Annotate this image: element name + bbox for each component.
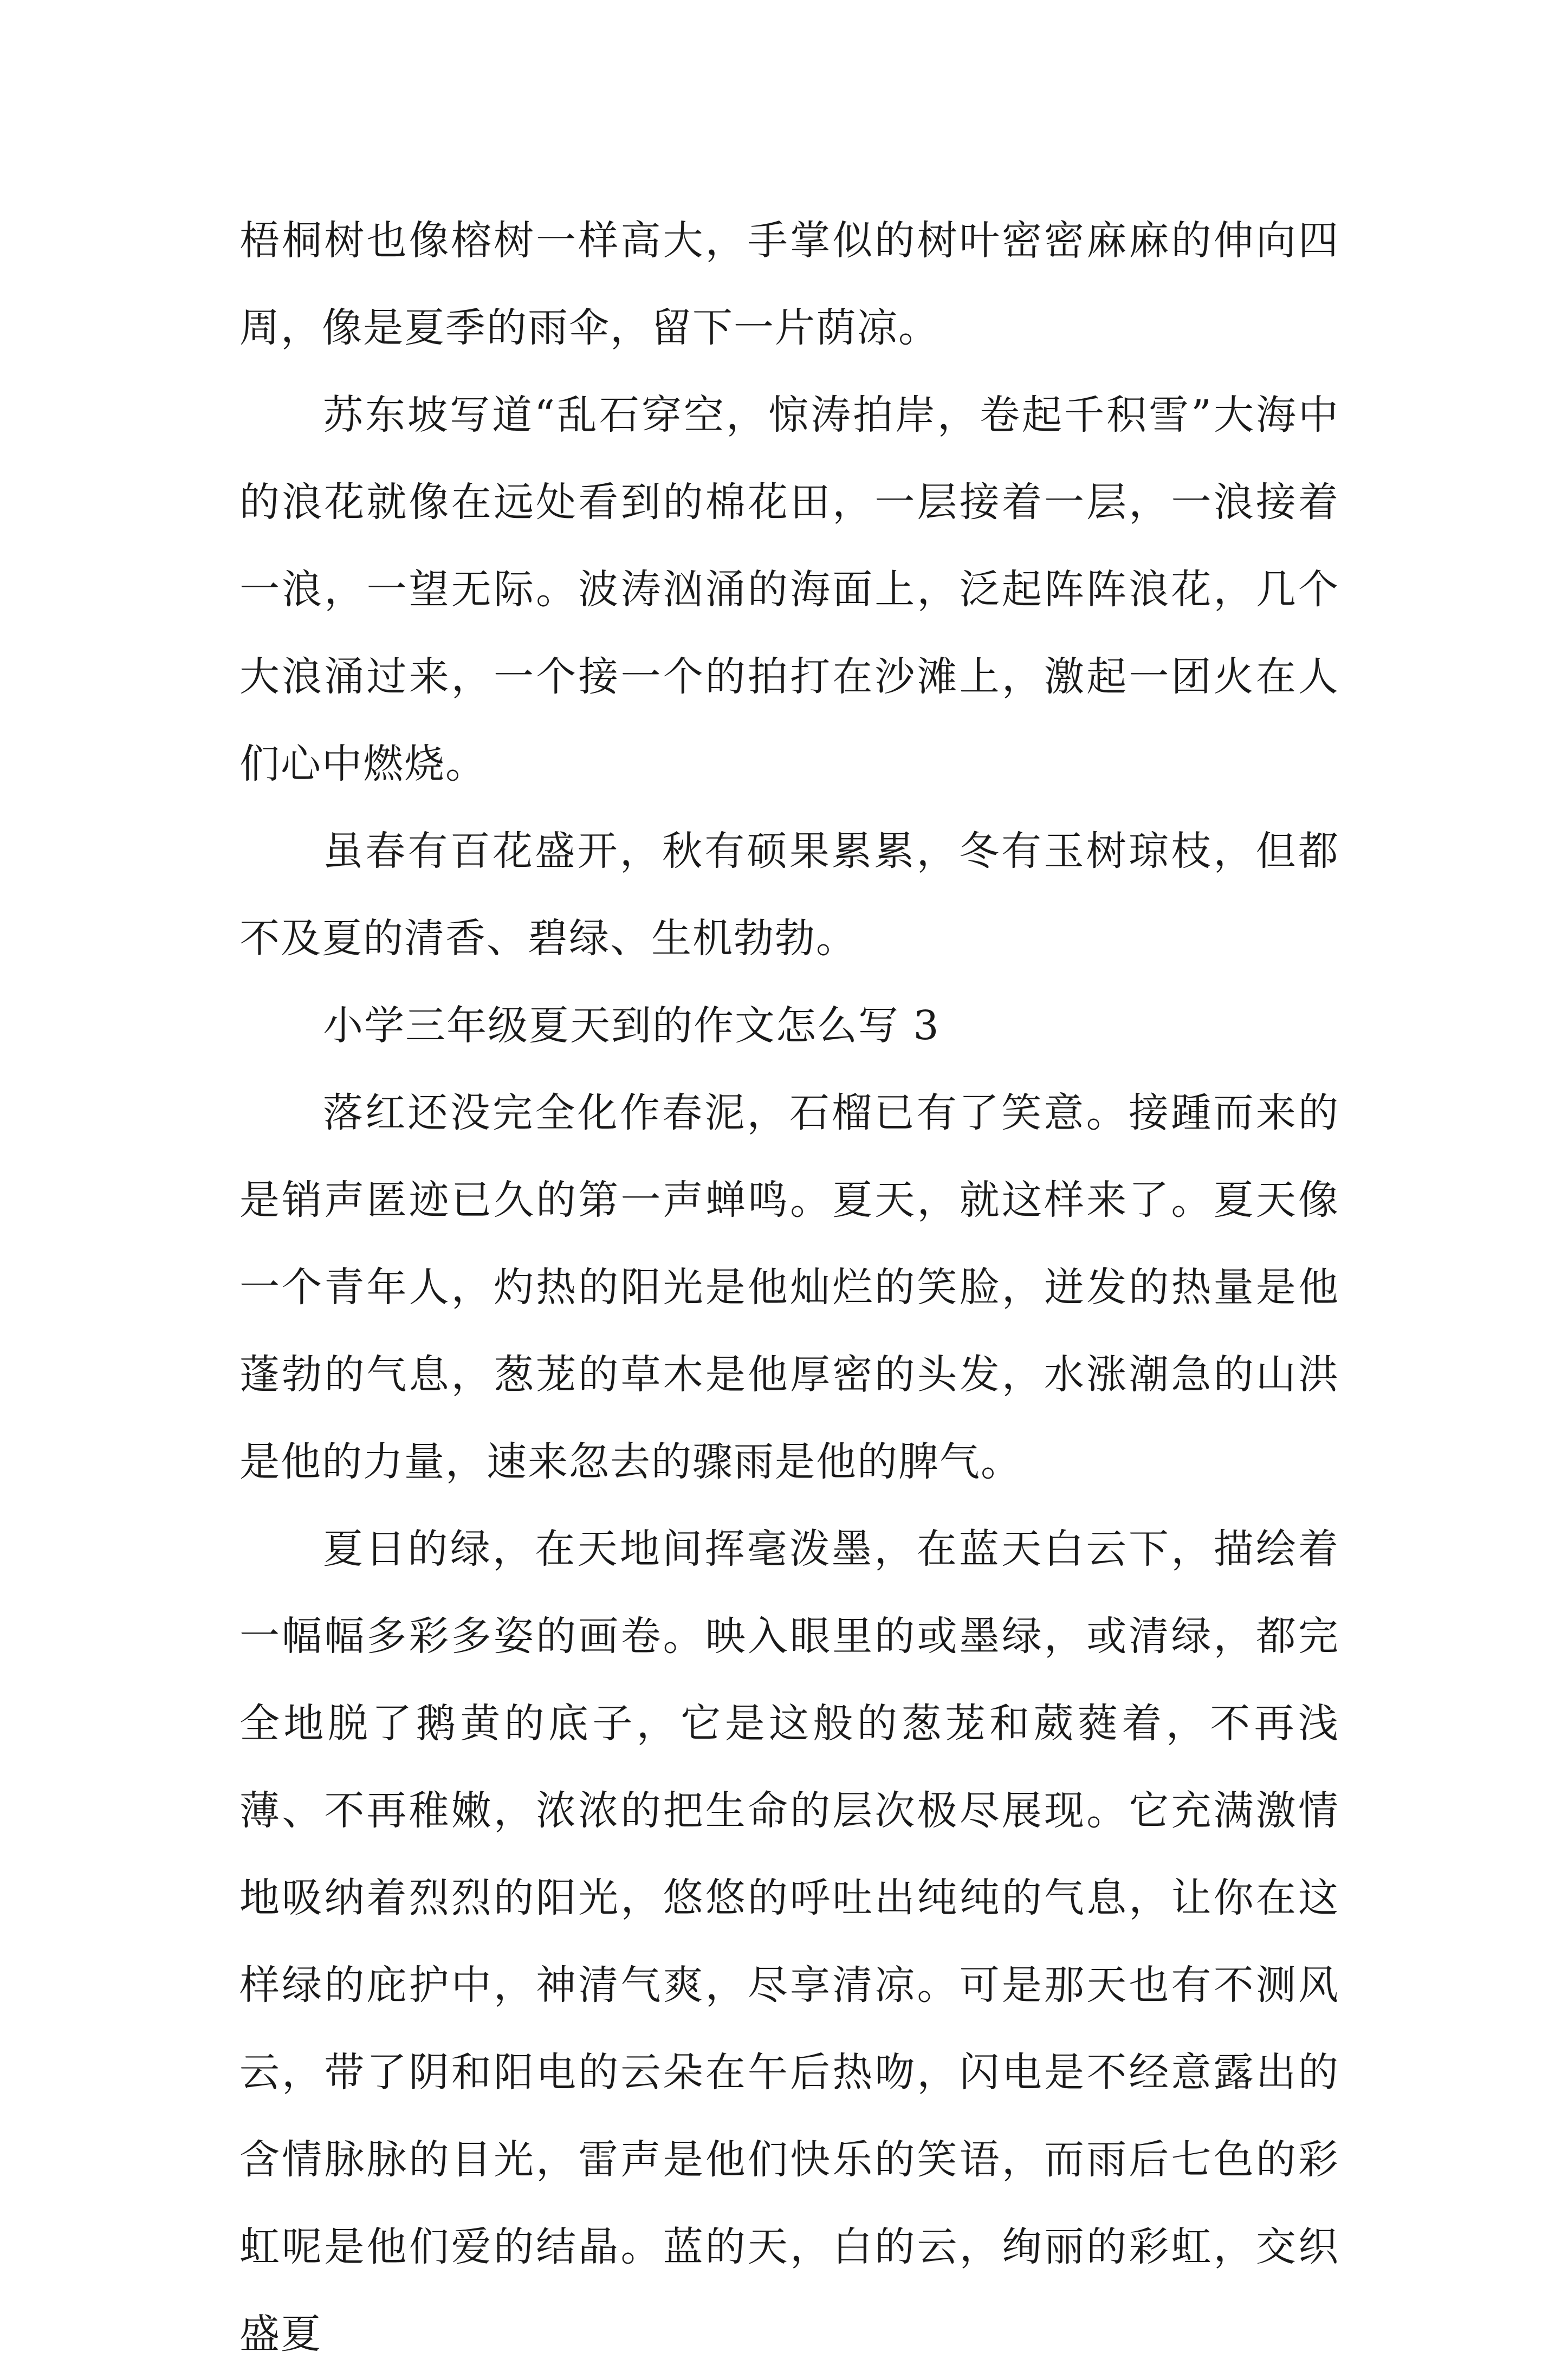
paragraph-2: 苏东坡写道“乱石穿空，惊涛拍岸，卷起千积雪”大海中的浪花就像在远处看到的棉花田，一层接着一层，一浪接着一浪，一望无际。波涛汹涌的海面上，泛起阵阵浪花，几个大浪涌过来，一个接一个的拍打在沙滩上，激起一团火在人们心中燃烧。	[239, 392, 1339, 787]
paragraph-1: 梧桐树也像榕树一样高大，手掌似的树叶密密麻麻的伸向四周，像是夏季的雨伞，留下一片荫凉。	[239, 217, 1339, 351]
paragraph-4: 落红还没完全化作春泥，石榴已有了笑意。接踵而来的是销声匿迹已久的第一声蝉鸣。夏天，就这样来了。夏天像一个青年人，灼热的阳光是他灿烂的笑脸，迸发的热量是他蓬勃的气息，葱茏的草木是他厚密的头发，水涨潮急的山洪是他的力量，速来忽去的骤雨是他的脾气。	[239, 1090, 1339, 1485]
paragraph-5: 夏日的绿，在天地间挥毫泼墨，在蓝天白云下，描绘着一幅幅多彩多姿的画卷。映入眼里的或墨绿，或清绿，都完全地脱了鹅黄的底子，它是这般的葱茏和葳蕤着，不再浅薄、不再稚嫩，浓浓的把生命的层次极尽展现。它充满激情地吸纳着烈烈的阳光，悠悠的呼吐出纯纯的气息，让你在这样绿的庇护中，神清气爽，尽享清凉。可是那天也有不测风云，带了阴和阳电的云朵在午后热吻，闪电是不经意露出的含情脉脉的目光，雷声是他们快乐的笑语，而雨后七色的彩虹呢是他们爱的结晶。蓝的天，白的云，绚丽的彩虹，交织盛夏	[239, 1526, 1339, 2357]
paragraph-3: 虽春有百花盛开，秋有硕果累累，冬有玉树琼枝，但都不及夏的清香、碧绿、生机勃勃。	[239, 828, 1339, 962]
document-body	[239, 197, 1339, 2378]
section-heading: 小学三年级夏天到的作文怎么写 3	[323, 1002, 940, 1049]
